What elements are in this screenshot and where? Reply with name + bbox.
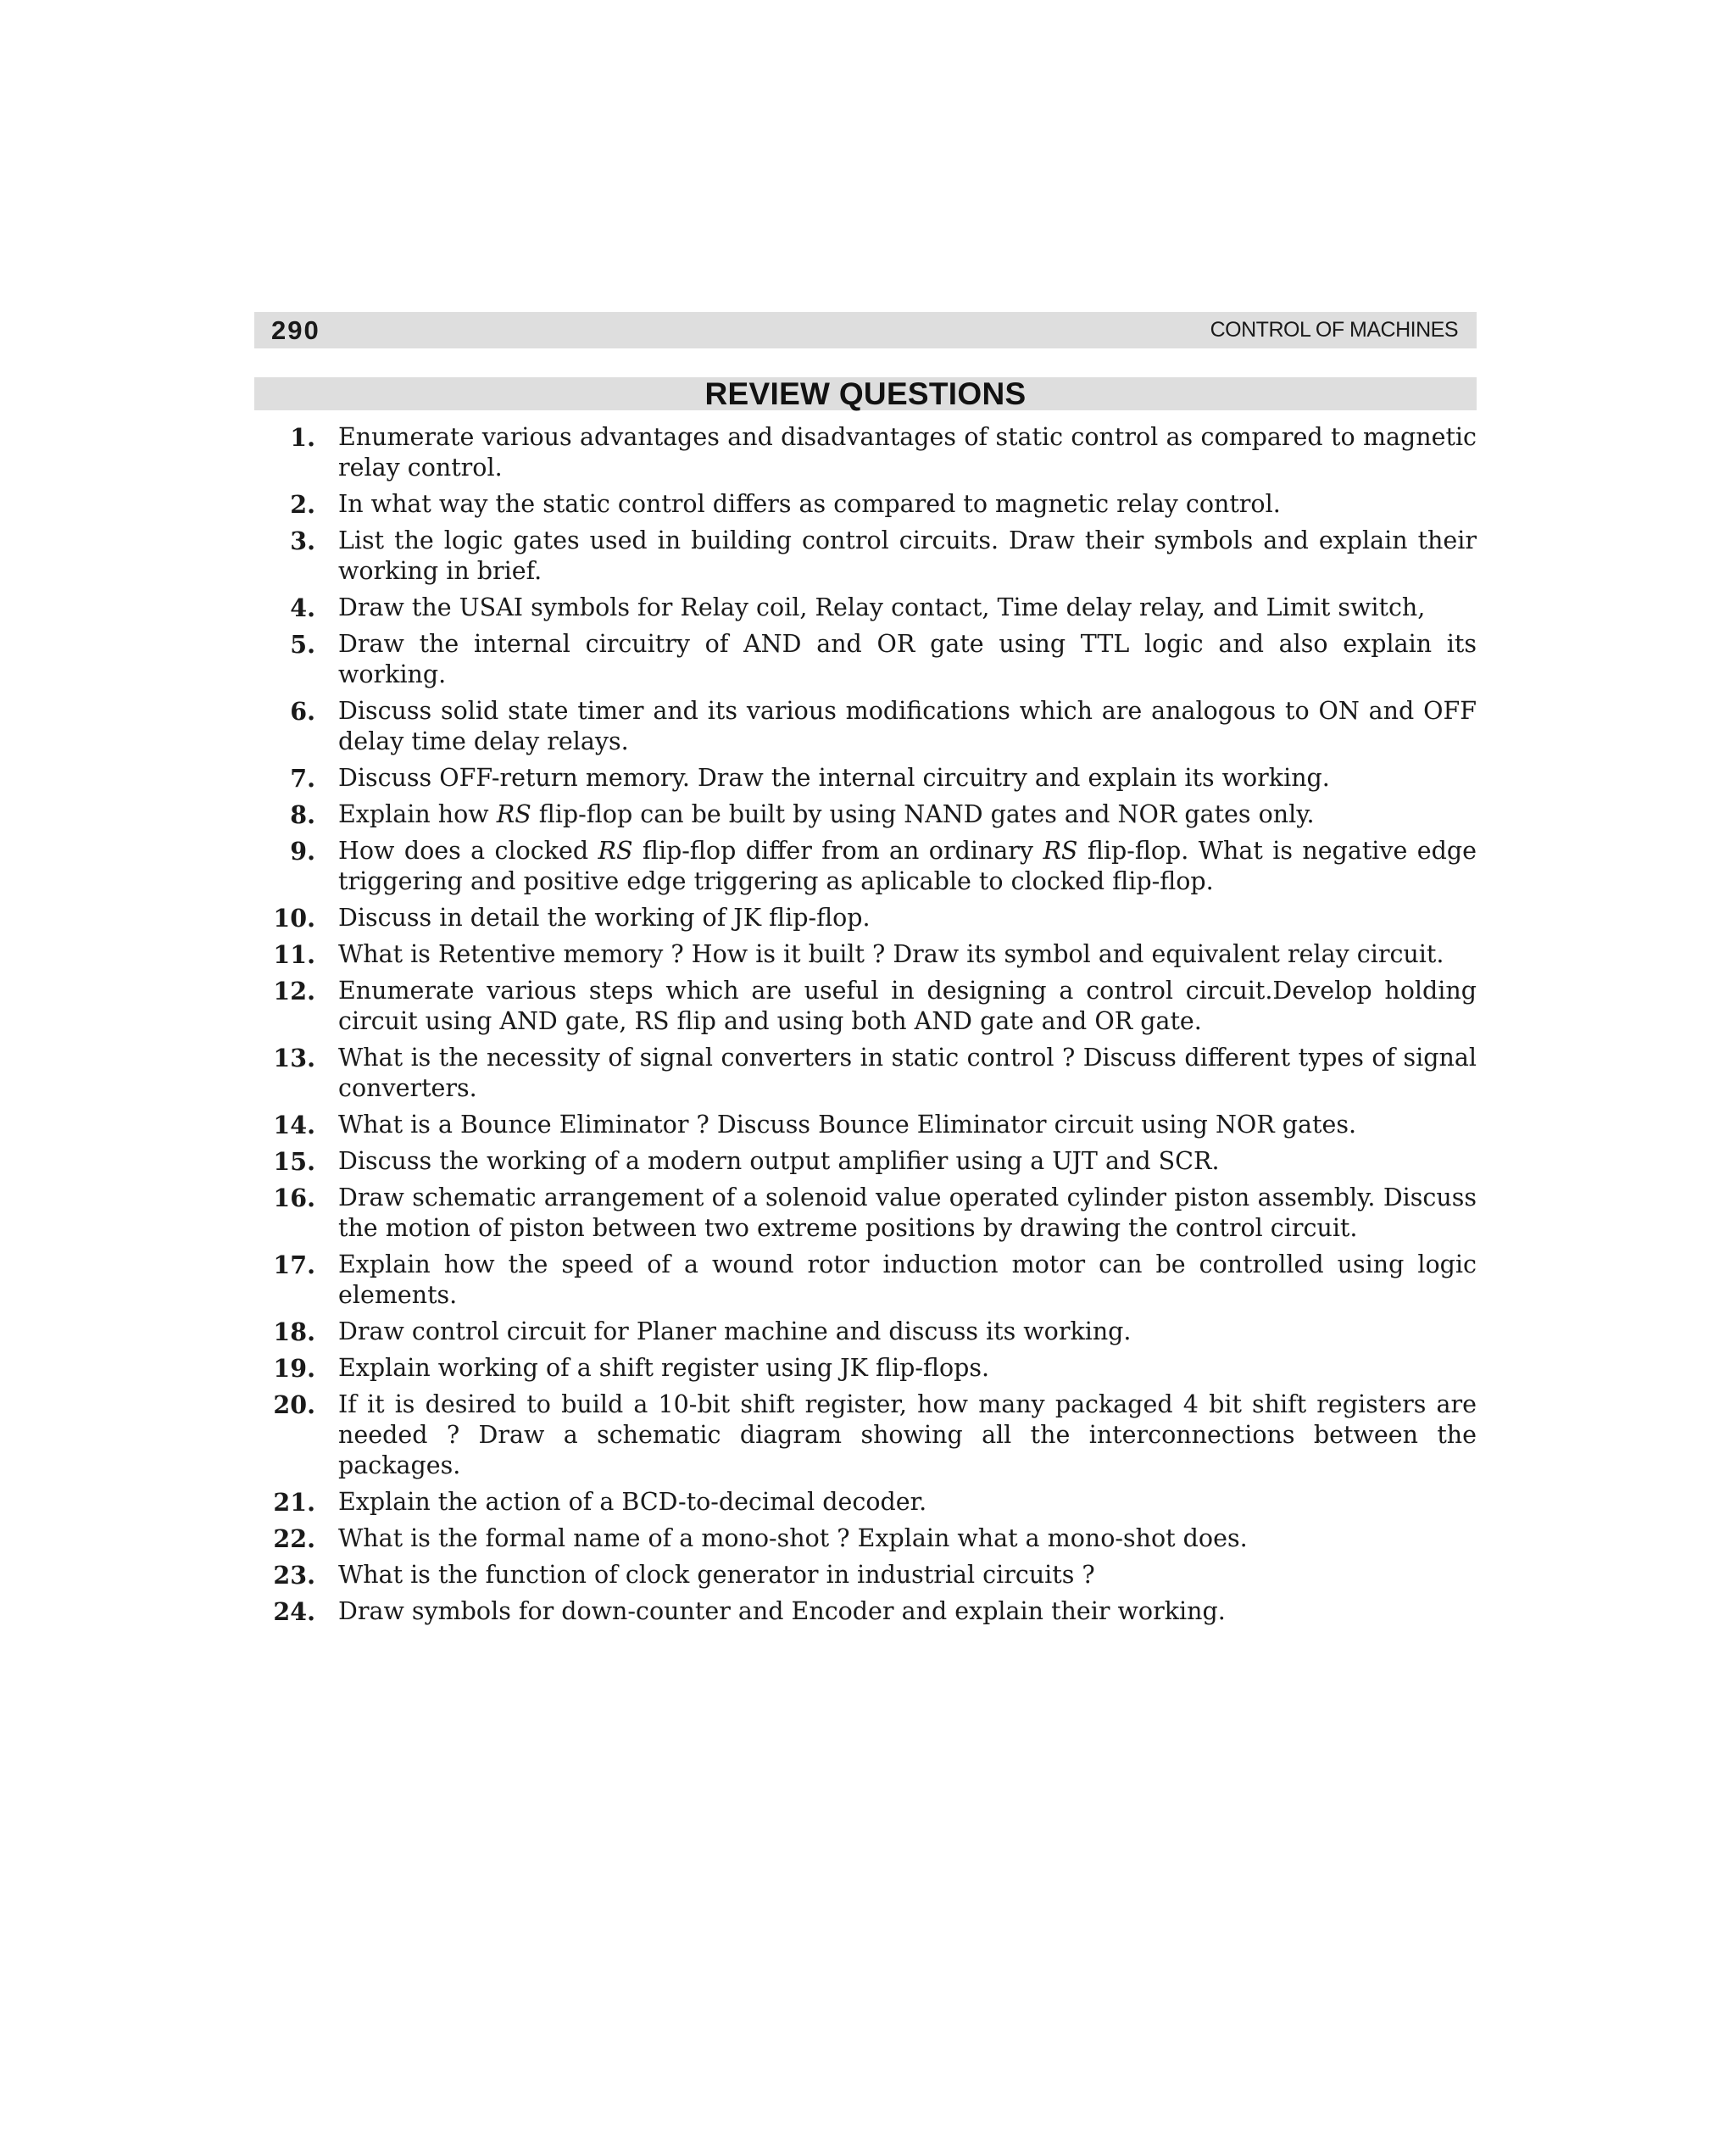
question-number: 5.: [290, 630, 315, 659]
question-text: Explain the action of a BCD-to-decimal decoder.: [338, 1488, 927, 1516]
question-number: 1.: [290, 423, 315, 452]
question-number: 9.: [290, 837, 315, 866]
question-text: In what way the static control differs as compared to magnetic relay control.: [338, 490, 1281, 518]
question-number: 16.: [273, 1183, 315, 1212]
question-item: [254, 696, 1477, 757]
question-text: Enumerate various advantages and disadvantages of static control as compared to magnetic relay control.: [338, 423, 1477, 482]
question-number: 11.: [273, 940, 315, 969]
question-text: List the logic gates used in building control circuits. Draw their symbols and explain their working in brief.: [338, 526, 1477, 585]
question-number: 3.: [290, 526, 315, 555]
question-text: Discuss in detail the working of JK flip-flop.: [338, 904, 871, 932]
question-text: What is the function of clock generator in industrial circuits ?: [338, 1561, 1095, 1589]
section-title: REVIEW QUESTIONS: [704, 376, 1027, 411]
question-text: Draw the USAI symbols for Relay coil, Relay contact, Time delay relay, and Limit switch,: [338, 593, 1426, 621]
question-text: What is the formal name of a mono-shot ? Explain what a mono-shot does.: [338, 1524, 1248, 1552]
question-number: 8.: [290, 800, 315, 829]
running-header: [254, 312, 1477, 348]
question-text: How does a clocked RS flip-flop differ from an ordinary RS flip-flop. What is negative edge triggering and positive edge triggering as aplicable to clocked flip-flop.: [338, 837, 1477, 895]
question-text: Draw schematic arrangement of a solenoid value operated cylinder piston assembly. Discuss the motion of piston between two extreme positions by drawing the control circuit.: [338, 1183, 1477, 1242]
question-number: 24.: [273, 1597, 315, 1626]
question-number: 13.: [273, 1044, 315, 1072]
question-text: Draw the internal circuitry of AND and OR gate using TTL logic and also explain its working.: [338, 630, 1477, 688]
question-number: 7.: [290, 764, 315, 793]
question-item: [254, 1183, 1477, 1244]
question-item: [254, 763, 1477, 794]
question-number: 23.: [273, 1561, 315, 1590]
question-text: Explain how RS flip-flop can be built by using NAND gates and NOR gates only.: [338, 800, 1315, 828]
question-item: [254, 489, 1477, 520]
question-text: Discuss solid state timer and its various modifications which are analogous to ON and OFF delay time delay relays.: [338, 697, 1477, 755]
question-item: [254, 1043, 1477, 1104]
question-text: What is the necessity of signal converters in static control ? Discuss different types of signal converters.: [338, 1044, 1477, 1102]
question-text: If it is desired to build a 10-bit shift register, how many packaged 4 bit shift registers are needed ? Draw a schematic diagram showing all the interconnections between the packages.: [338, 1390, 1477, 1479]
running-title: CONTROL OF MACHINES: [1210, 318, 1458, 342]
question-item: [254, 1523, 1477, 1554]
section-heading-bar: [254, 377, 1477, 410]
question-number: 4.: [290, 593, 315, 622]
question-text: Explain working of a shift register using JK flip-flops.: [338, 1354, 990, 1382]
review-questions-list: [254, 422, 1477, 1633]
question-item: [254, 422, 1477, 483]
question-item: [254, 1353, 1477, 1384]
question-item: [254, 1110, 1477, 1140]
question-number: 14.: [273, 1111, 315, 1139]
question-text: Enumerate various steps which are useful in designing a control circuit.Develop holding circuit using AND gate, RS flip and using both AND gate and OR gate.: [338, 977, 1477, 1035]
question-item: [254, 1146, 1477, 1177]
question-item: [254, 939, 1477, 970]
question-text: What is a Bounce Eliminator ? Discuss Bounce Eliminator circuit using NOR gates.: [338, 1111, 1357, 1139]
question-item: [254, 976, 1477, 1037]
question-text: What is Retentive memory ? How is it built ? Draw its symbol and equivalent relay circuit.: [338, 940, 1444, 968]
question-number: 10.: [273, 904, 315, 933]
question-item: [254, 903, 1477, 933]
question-number: 2.: [290, 490, 315, 519]
question-number: 12.: [273, 977, 315, 1005]
question-number: 20.: [273, 1390, 315, 1419]
question-number: 15.: [273, 1147, 315, 1176]
question-item: [254, 593, 1477, 623]
question-text: Explain how the speed of a wound rotor induction motor can be controlled using logic elements.: [338, 1250, 1477, 1309]
question-item: [254, 1250, 1477, 1311]
question-text: Draw control circuit for Planer machine and discuss its working.: [338, 1317, 1132, 1345]
question-item: [254, 1317, 1477, 1347]
question-item: [254, 1390, 1477, 1481]
question-number: 18.: [273, 1317, 315, 1346]
question-number: 19.: [273, 1354, 315, 1383]
question-number: 22.: [273, 1524, 315, 1553]
question-text: Draw symbols for down-counter and Encoder and explain their working.: [338, 1597, 1226, 1625]
question-item: [254, 836, 1477, 897]
question-number: 6.: [290, 697, 315, 726]
question-item: [254, 799, 1477, 830]
question-number: 17.: [273, 1250, 315, 1279]
question-number: 21.: [273, 1488, 315, 1517]
question-item: [254, 526, 1477, 587]
question-text: Discuss OFF-return memory. Draw the internal circuitry and explain its working.: [338, 764, 1330, 792]
question-item: [254, 1560, 1477, 1590]
question-item: [254, 1596, 1477, 1627]
question-item: [254, 1487, 1477, 1518]
page-number: 290: [271, 315, 320, 345]
question-item: [254, 629, 1477, 690]
question-text: Discuss the working of a modern output amplifier using a UJT and SCR.: [338, 1147, 1220, 1175]
